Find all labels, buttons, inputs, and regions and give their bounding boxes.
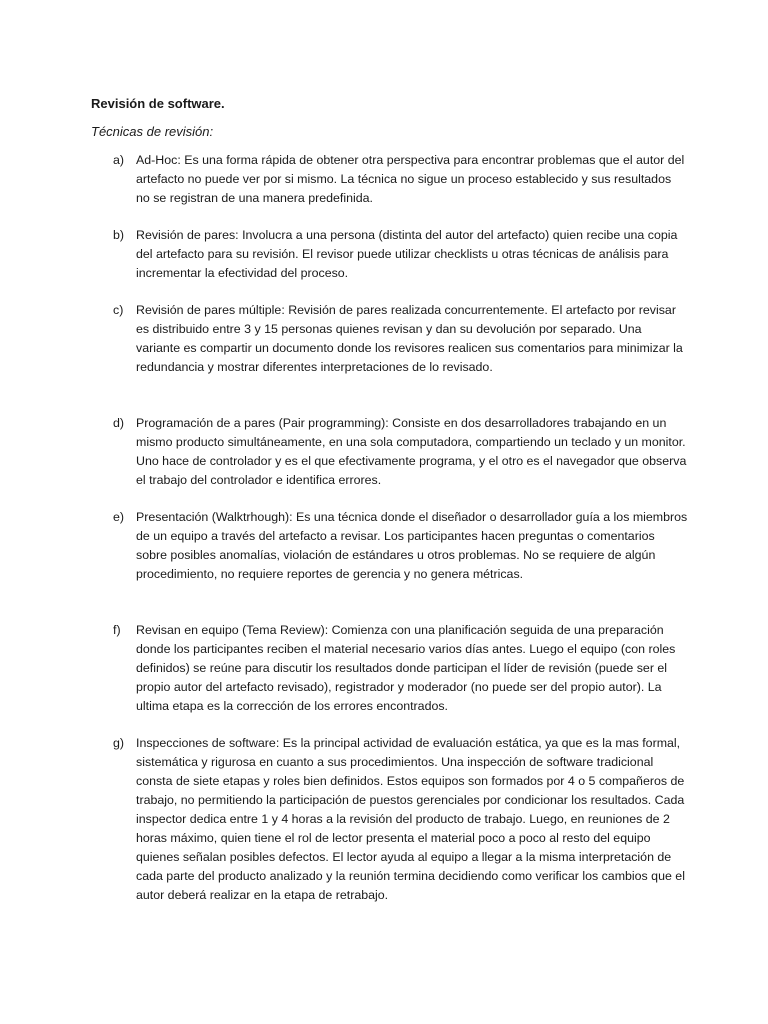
list-marker: b) — [113, 228, 125, 242]
list-item-c — [91, 301, 688, 377]
list-item-a — [91, 151, 688, 208]
list-item-g — [91, 734, 688, 905]
list-item-text: Inspecciones de software: Es la principal actividad de evaluación estática, ya que es la mas formal, sistemática y rigurosa en cuanto a sus procedimientos. Una inspección de software tradicional consta de siete etapas y roles bien definidos. Estos equipos son formados por 4 o 5 compañeros de trabajo, no permitiendo la participación de puestos gerenciales por condicionar los resultados. Cada inspector dedica entre 1 y 4 horas a la revisión del producto de trabajo. Luego, en reuniones de 2 horas máximo, quien tiene el rol de lector presenta el material poco a poco al resto del equipo quienes señalan posibles defectos. El lector ayuda al equipo a llegar a la misma interpretación de cada parte del producto analizado y la reunión termina decidiendo como verificar los cambios que el autor deberá realizar en la etapa de retrabajo. — [136, 736, 685, 902]
list-item-text: Ad-Hoc: Es una forma rápida de obtener otra perspectiva para encontrar problemas que el autor del artefacto no puede ver por si mismo. La técnica no sigue un proceso establecido y sus resultados no se registran de una manera predefinida. — [136, 153, 685, 205]
list-item-b — [91, 226, 688, 283]
list-marker: g) — [113, 736, 125, 750]
list-item-d — [91, 414, 688, 490]
list-item-f — [91, 621, 688, 716]
list-item-text: Revisan en equipo (Tema Review): Comienza con una planificación seguida de una preparación donde los participantes reciben el material necesario varios días antes. Luego el equipo (con roles definidos) se reúne para discutir los resultados donde participan el líder de revisión (puede ser el propio autor del artefacto revisado), registrador y moderador (no puede ser del propio autor). La ultima etapa es la corrección de los errores encontrados. — [136, 623, 676, 713]
list-marker: f) — [113, 623, 121, 637]
list-marker: a) — [113, 153, 125, 167]
list-marker: d) — [113, 416, 125, 430]
list-marker: e) — [113, 510, 125, 524]
list-item-text: Revisión de pares múltiple: Revisión de pares realizada concurrentemente. El artefacto por revisar es distribuido entre 3 y 15 personas quienes revisan y dan su devolución por separado. Una variante es compartir un documento donde los revisores realicen sus comentarios para minimizar la redundancia y mostrar diferentes interpretaciones de lo revisado. — [136, 303, 683, 374]
document-subtitle: Técnicas de revisión: — [91, 124, 214, 139]
list-marker: c) — [113, 303, 124, 317]
list-item-text: Programación de a pares (Pair programming): Consiste en dos desarrolladores trabajando en un mismo producto simultáneamente, en una sola computadora, compartiendo un teclado y un monitor. Uno hace de controlador y es el que efectivamente programa, y el otro es el navegador que observa el trabajo del controlador e identifica errores. — [136, 416, 687, 487]
document-title: Revisión de software. — [91, 96, 225, 111]
list-item-text: Revisión de pares: Involucra a una persona (distinta del autor del artefacto) quien recibe una copia del artefacto para su revisión. El revisor puede utilizar checklists u otras técnicas de análisis para incrementar la efectividad del proceso. — [136, 228, 678, 280]
list-item-text: Presentación (Walktrhough): Es una técnica donde el diseñador o desarrollador guía a los miembros de un equipo a través del artefacto a revisar. Los participantes hacen preguntas o comentarios sobre posibles anomalías, violación de estándares u otros problemas. No se requiere de algún procedimiento, no requiere reportes de gerencia y no genera métricas. — [136, 510, 688, 581]
list-item-e — [91, 508, 688, 584]
